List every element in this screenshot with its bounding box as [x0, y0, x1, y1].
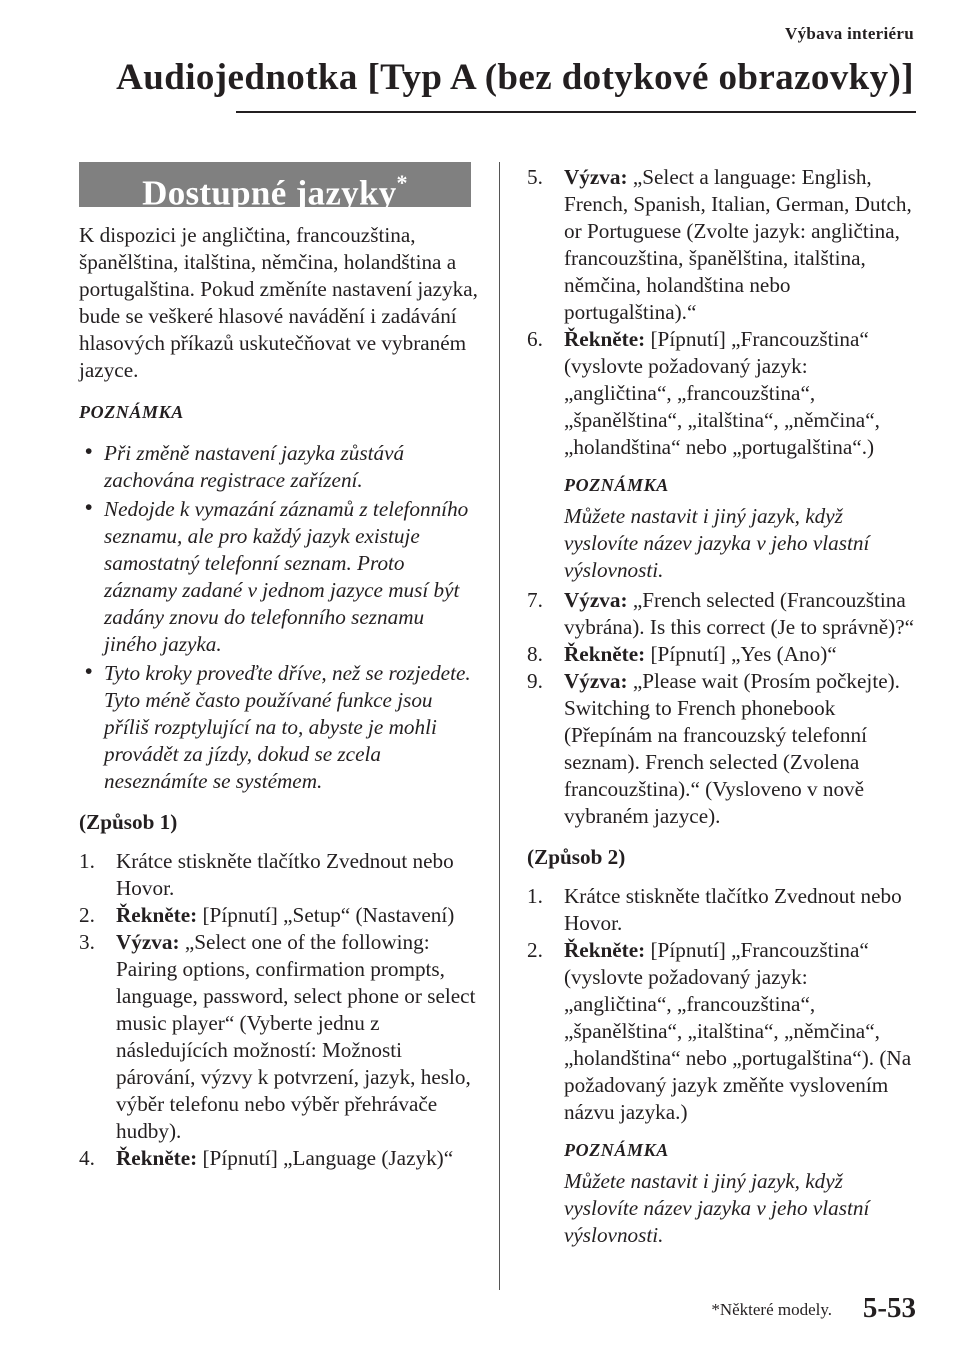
note-label: POZNÁMKA — [564, 475, 669, 495]
note-item — [79, 660, 479, 795]
note-text: Můžete nastavit i jiný jazyk, když vyslovíte název jazyka v jeho vlastní výslovnosti. — [564, 504, 870, 582]
step-text: „Please wait (Prosím počkejte). Switching to French phonebook (Přepínám na francouzský telefonní seznam). French selected (Zvolena francouzština).“ (Vysloveno v nově vybraném jazyce). — [564, 669, 900, 828]
step-number: 9. — [527, 669, 543, 693]
bullet-icon: • — [85, 495, 93, 519]
step-label: Řekněte: — [564, 327, 646, 351]
note-text: Tyto kroky proveďte dříve, než se rozjedete. Tyto méně často používané funkce jsou příliš rozptylující na to, abyste je mohli provádět za jízdy, dokud se zcela neseznámíte se systémem. — [104, 661, 471, 793]
column-divider — [499, 162, 500, 1290]
step-label: Výzva: — [564, 669, 628, 693]
step-number: 8. — [527, 642, 543, 666]
note-block — [527, 472, 919, 584]
step-text: [Pípnutí] „Setup“ (Nastavení) — [197, 903, 455, 927]
step-text: „Select a language: English, French, Spanish, Italian, German, Dutch, or Portuguese (Zvolte jazyk: angličtina, francouzština, španělština, italština, němčina, holandština nebo portugalština).“ — [564, 165, 912, 324]
note-text: Můžete nastavit i jiný jazyk, když vyslovíte název jazyka v jeho vlastní výslovnosti. — [564, 1169, 870, 1247]
footnote: *Některé modely. — [711, 1300, 832, 1319]
step-item — [79, 1145, 479, 1172]
intro-paragraph: K dispozici je angličtina, francouzština, španělština, italština, němčina, holandština a portugalština. Pokud změníte nastavení jazyka, bude se veškeré hlasové navádění i zadávání hlasových příkazů uskutečňovat ve vybraném jazyce. — [79, 223, 478, 382]
step-text: „Select one of the following: Pairing options, confirmation prompts, language, password, select phone or select music player“ (Vyberte jednu z následujících možností: Možnosti párování, výzvy k potvrzení, jazyk, heslo, výběr telefonu nebo výběr přehrávače hudby). — [116, 930, 476, 1143]
method-2-steps — [527, 883, 919, 1126]
step-text: „French selected (Francouzština vybrána). Is this correct (Je to správně)?“ — [564, 588, 915, 639]
step-label: Řekněte: — [116, 903, 198, 927]
step-item — [527, 164, 919, 326]
right-column — [527, 164, 919, 1252]
note-label: POZNÁMKA — [564, 1140, 669, 1160]
step-number: 1. — [527, 884, 543, 908]
left-column — [79, 222, 479, 1172]
step-item — [79, 929, 479, 1145]
step-item — [527, 883, 919, 937]
step-number: 1. — [79, 849, 95, 873]
step-item — [79, 848, 479, 902]
step-label: Řekněte: — [564, 642, 646, 666]
step-label: Výzva: — [564, 588, 628, 612]
step-item — [79, 902, 479, 929]
note-item — [79, 440, 479, 494]
step-label: Výzva: — [564, 165, 628, 189]
method-1-heading: (Způsob 1) — [79, 810, 178, 834]
step-text: [Pípnutí] „Francouzština“ (vyslovte požadovaný jazyk: „angličtina“, „francouzština“, „španělština“, „italština“, „němčina“, „holandština“ nebo „portugalština“.) — [564, 327, 880, 459]
header-section-label: Výbava interiéru — [785, 24, 914, 43]
method-1-steps-continued — [527, 164, 919, 461]
header-rule — [236, 111, 916, 113]
section-title — [79, 162, 471, 213]
step-number: 2. — [527, 938, 543, 962]
bullet-icon: • — [85, 439, 93, 463]
method-1-steps-final — [527, 587, 919, 830]
step-item — [527, 668, 919, 830]
note-text: Nedojde k vymazání záznamů z telefonního seznamu, ale pro každý jazyk existuje samostatný telefonní seznam. Proto záznamy zadané v jednom jazyce musí být zadány znovu do telefonního seznamu jiného jazyka. — [104, 497, 469, 656]
step-number: 3. — [79, 930, 95, 954]
step-text: [Pípnutí] „Francouzština“ (vyslovte požadovaný jazyk: „angličtina“, „francouzština“, „španělština“, „italština“, „němčina“, „holandština“ nebo „portugalština“). (Na požadovaný jazyk změňte vyslovením názvu jazyka.) — [564, 938, 912, 1124]
step-number: 6. — [527, 327, 543, 351]
step-item — [527, 326, 919, 461]
page-header-title: Audiojednotka [Typ A (bez dotykové obrazovky)] — [116, 57, 914, 98]
step-label: Výzva: — [116, 930, 180, 954]
step-text: [Pípnutí] „Language (Jazyk)“ — [197, 1146, 454, 1170]
step-text: [Pípnutí] „Yes (Ano)“ — [645, 642, 837, 666]
step-number: 4. — [79, 1146, 95, 1170]
note-text: Při změně nastavení jazyka zůstává zachována registrace zařízení. — [104, 441, 405, 492]
step-text: Krátce stiskněte tlačítko Zvednout nebo Hovor. — [564, 884, 902, 935]
page-number: 5-53 — [862, 1292, 916, 1324]
method-2-heading: (Způsob 2) — [527, 845, 626, 869]
section-title-asterisk: * — [396, 170, 408, 195]
step-item — [527, 587, 919, 641]
step-item — [527, 641, 919, 668]
step-item — [527, 937, 919, 1126]
step-label: Řekněte: — [116, 1146, 198, 1170]
bullet-icon: • — [85, 659, 93, 683]
section-title-text: Dostupné jazyky — [142, 173, 397, 213]
note-item — [79, 496, 479, 658]
step-text: Krátce stiskněte tlačítko Zvednout nebo Hovor. — [116, 849, 454, 900]
note-block — [527, 1137, 919, 1249]
step-number: 7. — [527, 588, 543, 612]
step-label: Řekněte: — [564, 938, 646, 962]
note-label: POZNÁMKA — [79, 402, 184, 422]
step-number: 5. — [527, 165, 543, 189]
method-1-steps — [79, 848, 479, 1172]
step-number: 2. — [79, 903, 95, 927]
